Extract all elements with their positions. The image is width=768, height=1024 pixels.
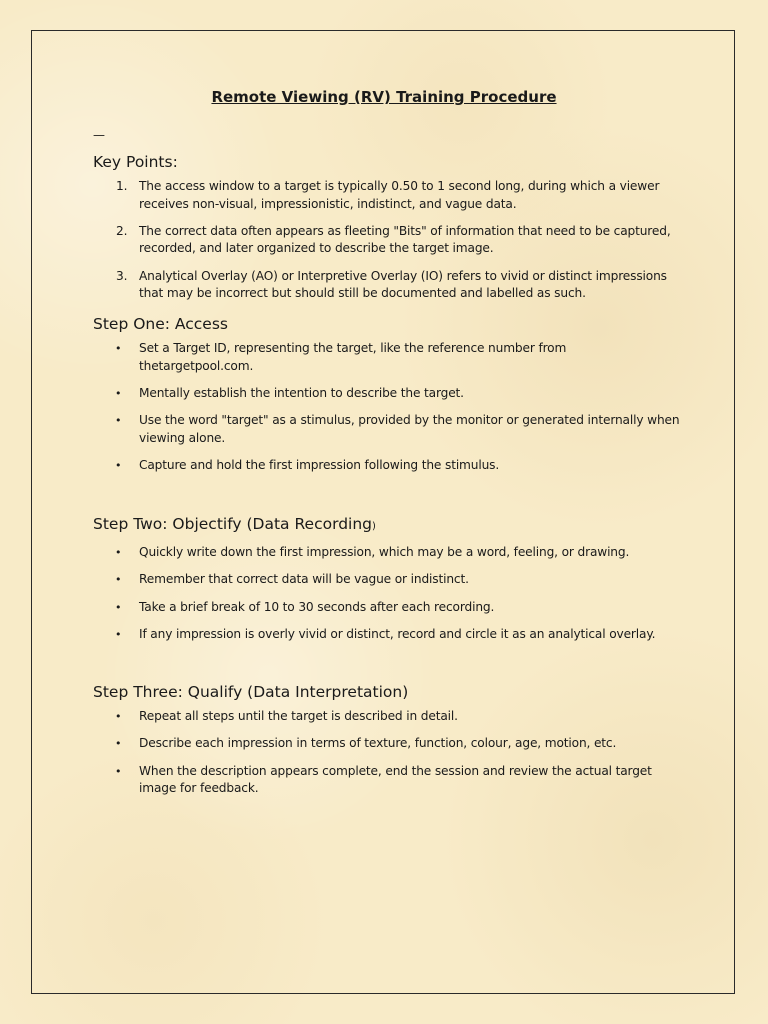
key-point-text: Analytical Overlay (AO) or Interpretive Overlay (IO) refers to vivid or distinct impressions that may be incorrect but should still be documented and labelled as such. [139, 268, 667, 301]
step-two-heading-text: Step Two: Objectify (Data Recording [93, 515, 373, 533]
bullet-icon: • [115, 546, 122, 559]
list-item [0, 544, 680, 562]
list-number: 1. [116, 179, 128, 193]
bullet-icon: • [115, 600, 122, 614]
list-item-text: Set a Target ID, representing the target, like the reference number from thetargetpool.com. [139, 341, 567, 373]
bullet-icon: • [115, 342, 122, 355]
key-points-heading: Key Points: [93, 153, 178, 171]
list-number: 3. [116, 268, 128, 283]
list-item [0, 340, 680, 375]
list-item-text: Quickly write down the first impression, which may be a word, feeling, or drawing. [139, 545, 630, 559]
list-item [0, 626, 680, 644]
bullet-icon: • [115, 414, 122, 428]
step-three-list [0, 708, 680, 807]
bullet-icon: • [115, 573, 122, 587]
bullet-icon: • [115, 627, 122, 641]
list-item [0, 385, 680, 403]
list-item [0, 457, 680, 475]
key-points-list [0, 178, 680, 312]
list-item-text: When the description appears complete, end the session and review the actual target image for feedback. [139, 763, 652, 796]
list-item [0, 735, 680, 753]
list-item [0, 599, 680, 617]
list-item [0, 571, 680, 589]
step-two-list [0, 544, 680, 653]
key-point-item [0, 268, 680, 303]
list-item-text: Take a brief break of 10 to 30 seconds after each recording. [139, 599, 495, 614]
list-item-text: Describe each impression in terms of texture, function, colour, age, motion, etc. [139, 736, 617, 751]
bullet-icon: • [115, 764, 122, 778]
step-two-heading [93, 514, 376, 537]
list-number: 2. [116, 223, 128, 238]
list-item-text: If any impression is overly vivid or distinct, record and circle it as an analytical overlay. [139, 626, 656, 641]
list-item [0, 763, 680, 798]
key-point-text: The correct data often appears as fleeting "Bits" of information that need to be captured, recorded, and later organized to describe the target image. [139, 223, 671, 256]
bullet-icon: • [115, 737, 122, 751]
key-point-item [0, 223, 680, 258]
list-item-text: Use the word "target" as a stimulus, provided by the monitor or generated internally when viewing alone. [139, 413, 680, 445]
list-item-text: Remember that correct data will be vague or indistinct. [139, 572, 469, 587]
list-item-text: Mentally establish the intention to describe the target. [139, 385, 464, 400]
page-border [31, 30, 735, 994]
bullet-icon: • [115, 458, 122, 472]
bullet-icon: • [115, 710, 122, 723]
list-item-text: Capture and hold the first impression following the stimulus. [139, 457, 500, 472]
separator-dash: — [93, 128, 105, 142]
key-point-text: The access window to a target is typically 0.50 to 1 second long, during which a viewer receives non-visual, impressionistic, indistinct, and vague data. [139, 179, 660, 211]
list-item-text: Repeat all steps until the target is described in detail. [139, 709, 458, 723]
step-one-heading: Step One: Access [93, 315, 228, 333]
document-title: Remote Viewing (RV) Training Procedure [211, 88, 557, 106]
list-item [0, 412, 680, 447]
step-three-heading: Step Three: Qualify (Data Interpretation) [93, 683, 409, 701]
bullet-icon: • [115, 386, 122, 400]
step-one-list [0, 340, 680, 484]
list-item [0, 708, 680, 726]
key-point-item [0, 178, 680, 213]
step-two-heading-close: ) [372, 521, 376, 532]
